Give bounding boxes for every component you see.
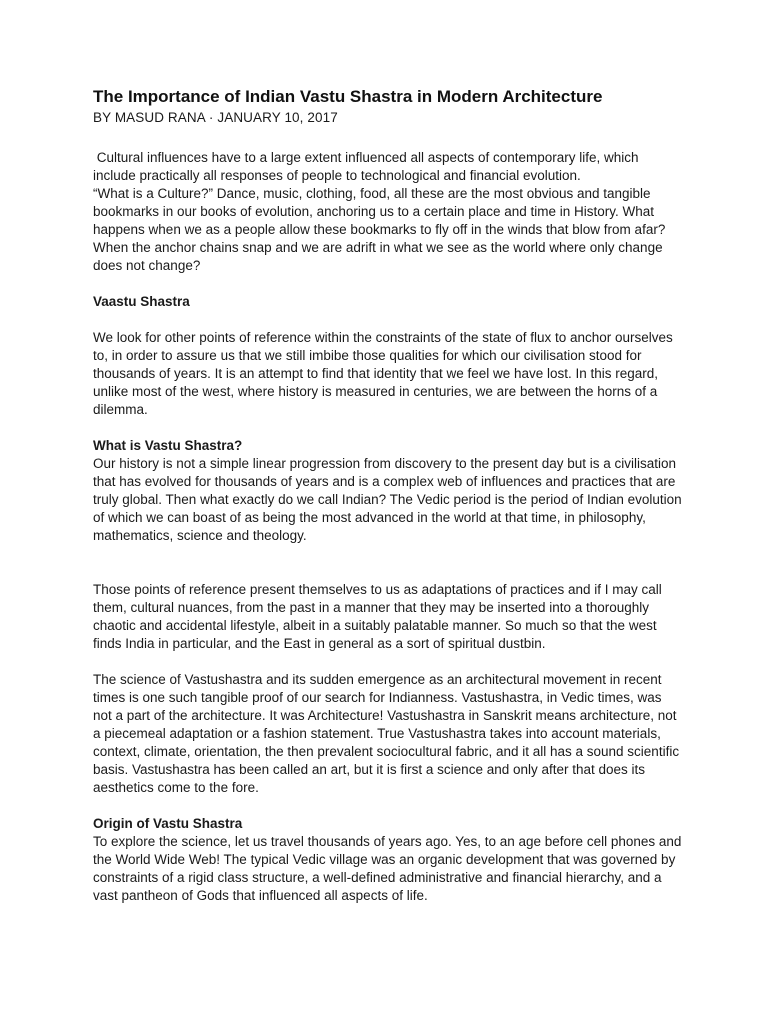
spacer bbox=[93, 797, 683, 815]
section-heading-vaastu: Vaastu Shastra bbox=[93, 294, 190, 309]
spacer bbox=[93, 275, 683, 293]
vaastu-paragraph: We look for other points of reference within the constraints of the state of flux to anchor ourselves to, in order to assure us that we still imbibe those qualities for which our civilisation stood for thousands of years. It is an attempt to find that identity that we feel we have lost. In this regard, unlike most of the west, where history is measured in centuries, we are between the horns of a dilemma. bbox=[93, 330, 677, 417]
what-is-paragraph: Our history is not a simple linear progression from discovery to the present day but is a civilisation that has evolved for thousands of years and is a complex web of influences and practices that are truly global. Then what exactly do we call Indian? The Vedic period is the period of Indian evolution of which we can boast of as being the most advanced in the world at that time, in philosophy, mathematics, science and theology. bbox=[93, 456, 686, 543]
spacer bbox=[93, 311, 683, 329]
spacer bbox=[93, 545, 683, 581]
intro-paragraph-2: “What is a Culture?” Dance, music, clothing, food, all these are the most obvious and tangible bookmarks in our books of evolution, anchoring us to a certain place and time in History. What happens when we as a people allow these bookmarks to fly off in the winds that blow from afar? When the anchor chains snap and we are adrift in what we see as the world where only change does not change? bbox=[93, 186, 670, 273]
section-heading-origin: Origin of Vastu Shastra bbox=[93, 816, 243, 831]
article-byline: BY MASUD RANA · JANUARY 10, 2017 bbox=[93, 110, 338, 125]
spacer bbox=[93, 419, 683, 437]
spacer bbox=[93, 653, 683, 671]
section-heading-what-is: What is Vastu Shastra? bbox=[93, 438, 243, 453]
origin-paragraph: To explore the science, let us travel thousands of years ago. Yes, to an age before cell phones and the World Wide Web! The typical Vedic village was an organic development that was governed by constraints of a rigid class structure, a well-defined administrative and financial hierarchy, and a vast pantheon of Gods that influenced all aspects of life. bbox=[93, 834, 686, 903]
science-paragraph: The science of Vastushastra and its sudden emergence as an architectural movement in recent times is one such tangible proof of our search for Indianness. Vastushastra, in Vedic times, was not a part of the architecture. It was Architecture! Vastushastra in Sanskrit means architecture, not a piecemeal adaptation or a fashion statement. True Vastushastra takes into account materials, context, climate, orientation, the then prevalent sociocultural fabric, and it all has a sound scientific basis. Vastushastra has been called an art, but it is first a science and only after that does its aesthetics come to the fore. bbox=[93, 672, 683, 795]
article-title: The Importance of Indian Vastu Shastra in Modern Architecture bbox=[93, 87, 603, 106]
reference-paragraph: Those points of reference present themselves to us as adaptations of practices and if I may call them, cultural nuances, from the past in a manner that they may be inserted into a thoroughly chaotic and accidental lifestyle, albeit in a suitably palatable manner. So much so that the west finds India in particular, and the East in general as a sort of spiritual dustbin. bbox=[93, 582, 666, 651]
document-page bbox=[93, 86, 686, 905]
intro-paragraph-1: Cultural influences have to a large extent influenced all aspects of contemporary life, which include practically all responses of people to technological and financial evolution. bbox=[93, 150, 643, 183]
